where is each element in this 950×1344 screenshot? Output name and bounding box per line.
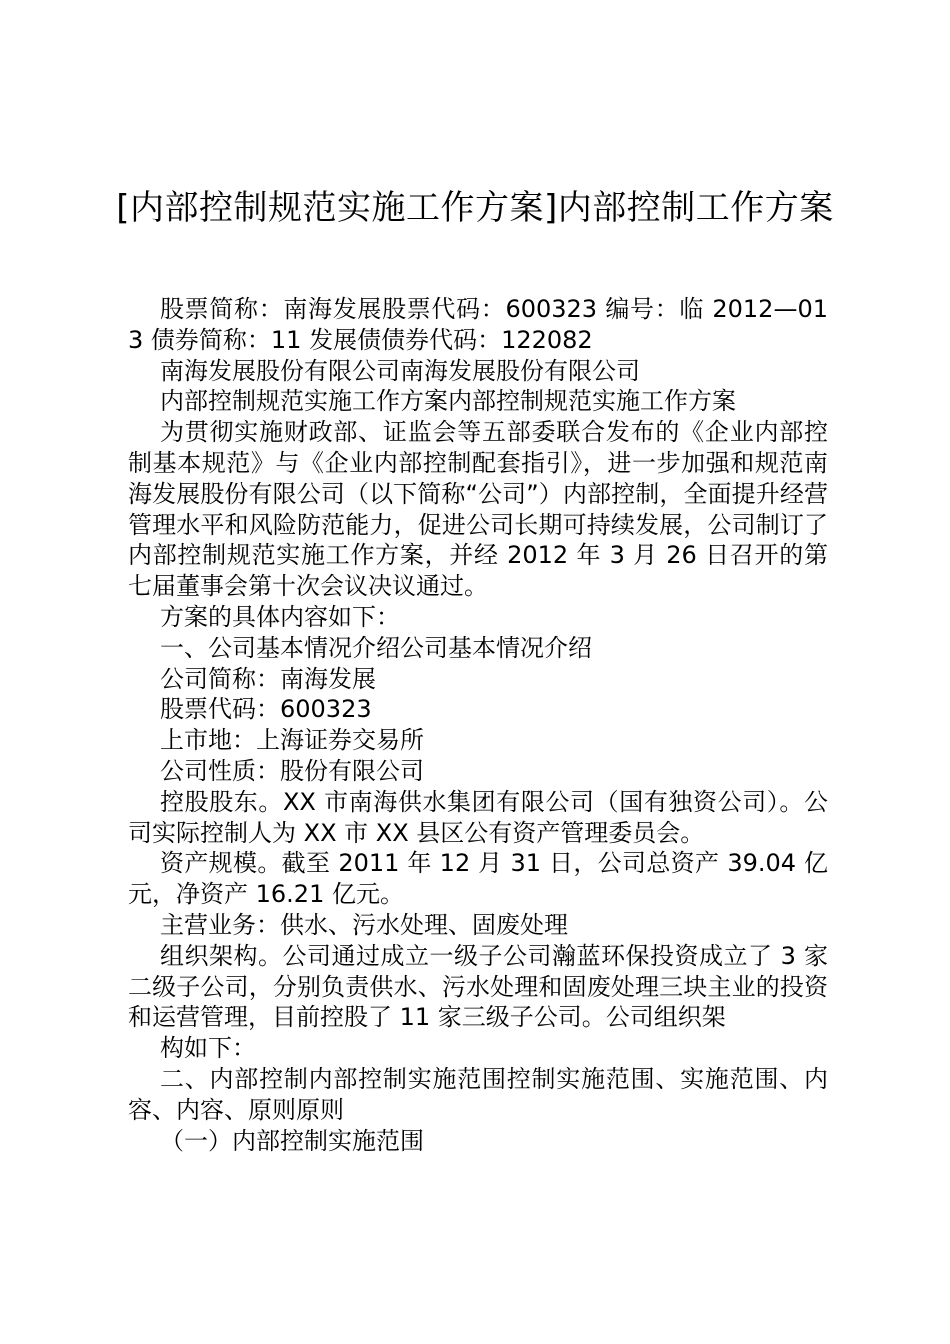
paragraph-introduction: 为贯彻实施财政部、证监会等五部委联合发布的《企业内部控制基本规范》与《企业内部控制配套指引》，进一步加强和规范南海发展股份有限公司（以下简称“公司”）内部控制，全面提升经营管理水平和风险防范能力，促进公司长期可持续发展，公司制订了内部控制规范实施工作方案，并经 2012 年 3 月 26 日召开的第七届董事会第十次会议决议通过。 (128, 418, 828, 601)
subsection-heading-scope: （一）内部控制实施范围 (160, 1126, 424, 1155)
paragraph-company-short-name: 公司简称：南海发展 (160, 664, 376, 693)
paragraph-structure-follows: 构如下： (160, 1034, 256, 1063)
paragraph-asset-scale: 资产规模。截至 2011 年 12 月 31 日，公司总资产 39.04 亿元，净资产 16.21 亿元。 (128, 849, 828, 909)
paragraph-company-type: 公司性质：股份有限公司 (160, 756, 424, 785)
paragraph-listing-exchange: 上市地：上海证券交易所 (160, 726, 424, 755)
document-title: [内部控制规范实施工作方案]内部控制工作方案 (116, 188, 834, 228)
section-heading-internal-control-scope: 二、内部控制内部控制实施范围控制实施范围、实施范围、内容、内容、原则原则 (128, 1064, 828, 1124)
document-body (128, 294, 828, 1156)
paragraph-stock-code: 股票代码：600323 (160, 695, 372, 724)
paragraph-stock-info: 股票简称：南海发展股票代码：600323 编号：临 2012—013 债券简称：11 发展债债券代码：122082 (128, 295, 828, 354)
paragraph-main-business: 主营业务：供水、污水处理、固废处理 (160, 910, 568, 939)
paragraph-plan-content-intro: 方案的具体内容如下： (160, 602, 400, 631)
paragraph-organization: 组织架构。公司通过成立一级子公司瀚蓝环保投资成立了 3 家二级子公司，分别负责供水、污水处理和固废处理三块主业的投资和运营管理，目前控股了 11 家三级子公司。公司组织架 (128, 941, 828, 1032)
section-heading-company-overview: 一、公司基本情况介绍公司基本情况介绍 (160, 633, 592, 662)
paragraph-plan-title: 内部控制规范实施工作方案内部控制规范实施工作方案 (160, 387, 736, 416)
paragraph-company-name: 南海发展股份有限公司南海发展股份有限公司 (160, 356, 640, 385)
paragraph-controlling-shareholder: 控股股东。XX 市南海供水集团有限公司（国有独资公司）。公司实际控制人为 XX 市 XX 县区公有资产管理委员会。 (128, 787, 828, 847)
